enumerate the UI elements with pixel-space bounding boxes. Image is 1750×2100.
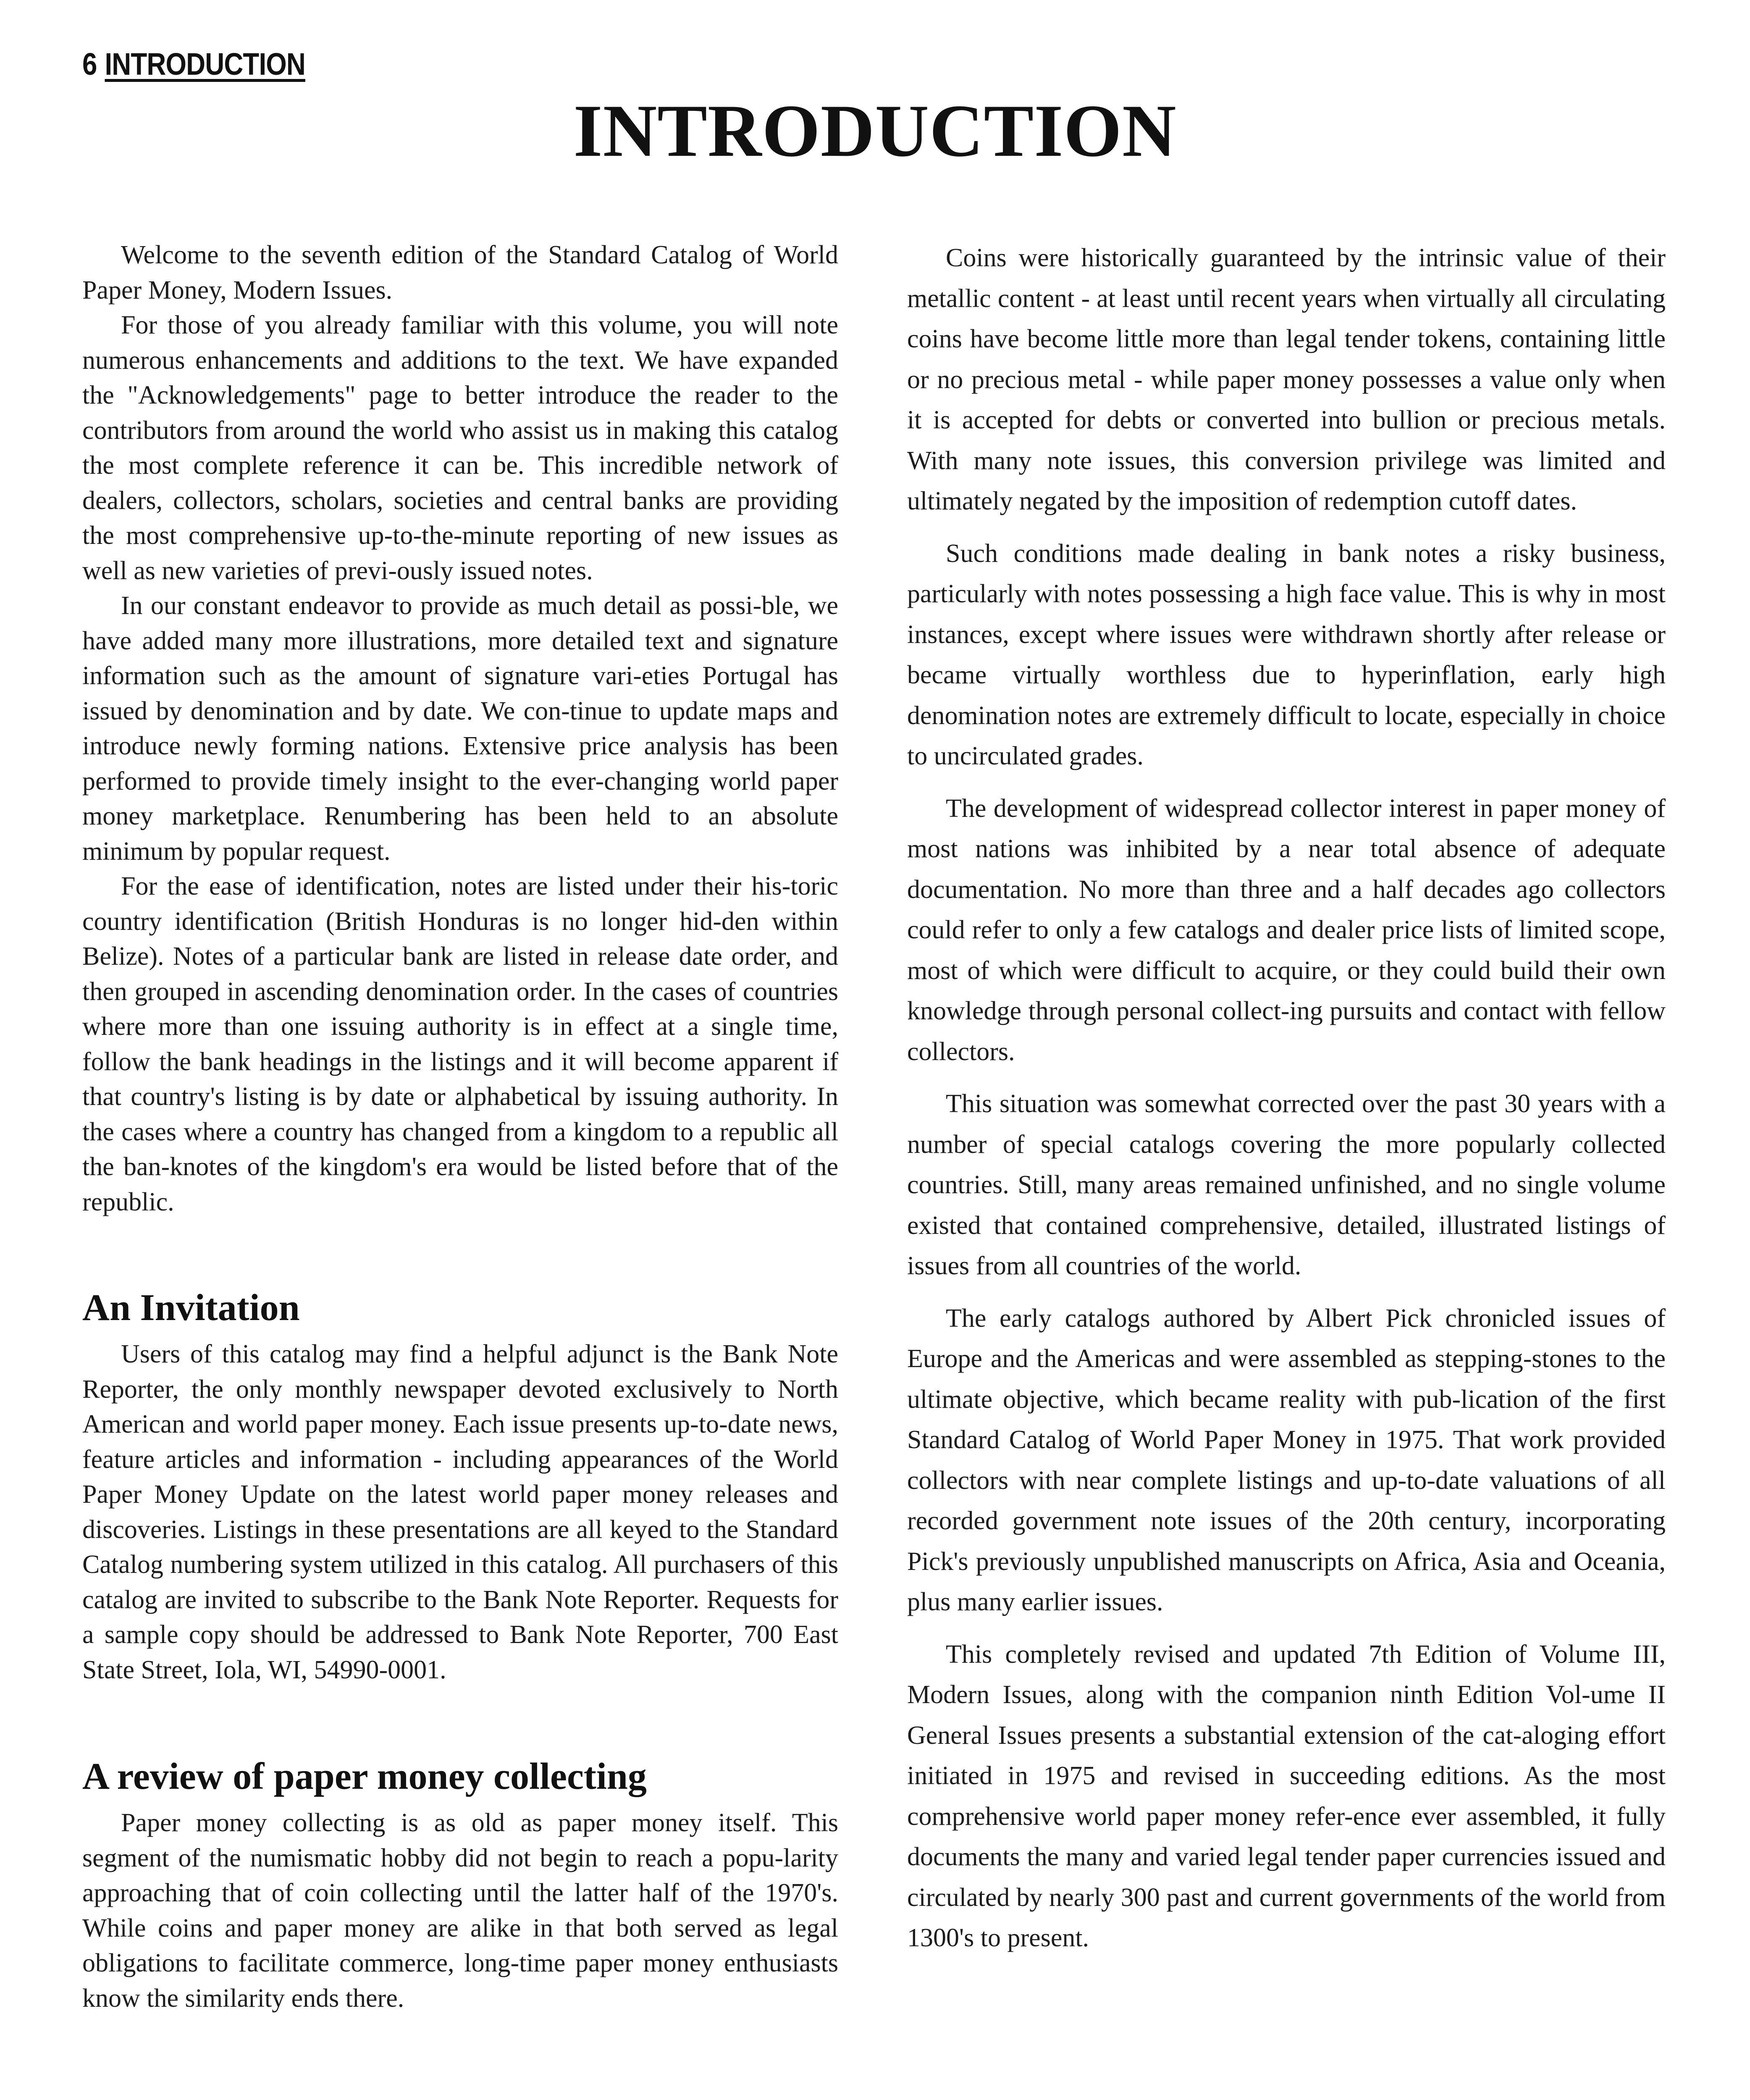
running-title: INTRODUCTION	[105, 47, 306, 81]
right-paragraph-1: Coins were historically guaranteed by the intrinsic value of their metallic content - at least until recent years when virtually all circulating coins have become little more than legal tender tokens, containing little or no precious metal - while paper money possesses a value only when it is accepted for debts or converted into bullion or precious metals. With many note issues, this conversion privilege was limited and ultimately negated by the imposition of redemption cutoff dates.	[907, 244, 1666, 515]
intro-paragraph-4: For the ease of identification, notes are listed under their his-toric country identification (British Honduras is no longer hid-den within Belize). Notes of a particular bank are listed in release date order, and then grouped in ascending denomination order. In the cases of countries where more than one issuing authority is in effect at a single time, follow the bank headings in the listings and it will become apparent if that country's listing is by date or alphabetical by issuing authority. In the cases where a country has changed from a kingdom to a republic all the ban-knotes of the kingdom's era would be listed before that of the republic.	[82, 872, 838, 1216]
intro-paragraph-3: In our constant endeavor to provide as much detail as possi-ble, we have added many more illustrations, more detailed text and signature information such as the amount of signature vari-eties Portugal has issued by denomination and by date. We con-tinue to update maps and introduce newly forming nations. Extensive price analysis has been performed to provide timely insight to the ever-changing world paper money marketplace. Renumbering has been held to an absolute minimum by popular request.	[82, 591, 838, 866]
left-column	[82, 238, 838, 2016]
invitation-paragraph: Users of this catalog may find a helpful adjunct is the Bank Note Reporter, the only monthly newspaper devoted exclusively to North American and world paper money. Each issue presents up-to-date news, feature articles and information - including appearances of the World Paper Money Update on the latest world paper money releases and discoveries. Listings in these presentations are all keyed to the Standard Catalog numbering system utilized in this catalog. All purchasers of this catalog are invited to subscribe to the Bank Note Reporter. Requests for a sample copy should be addressed to Bank Note Reporter, 700 East State Street, Iola, WI, 54990-0001.	[82, 1340, 838, 1684]
review-paragraph: Paper money collecting is as old as paper money itself. This segment of the numismatic hobby did not begin to reach a popu-larity approaching that of coin collecting until the latter half of the 1970's. While coins and paper money are alike in that both served as legal obligations to facilitate commerce, long-time paper money enthusiasts know the similarity ends there.	[82, 1809, 838, 2013]
right-column	[907, 238, 1666, 1970]
intro-paragraph-1: Welcome to the seventh edition of the Standard Catalog of World Paper Money, Modern Issues.	[82, 241, 838, 304]
page-number: 6	[82, 47, 97, 81]
review-heading: A review of paper money collecting	[82, 1756, 647, 1797]
right-paragraph-6: This completely revised and updated 7th Edition of Volume III, Modern Issues, along with the companion ninth Edition Vol-ume II General Issues presents a substantial extension of the cat-aloging effort initiated in 1975 and revised in succeeding editions. As the most comprehensive world paper money refer-ence ever assembled, it fully documents the many and varied legal tender paper currencies issued and circulated by nearly 300 past and current governments of the world from 1300's to present.	[907, 1640, 1666, 1952]
invitation-heading: An Invitation	[82, 1287, 300, 1328]
right-paragraph-3: The development of widespread collector interest in paper money of most nations was inhibited by a near total absence of adequate documentation. No more than three and a half decades ago collectors could refer to only a few catalogs and dealer price lists of limited scope, most of which were difficult to acquire, or they could build their own knowledge through personal collect-ing pursuits and contact with fellow collectors.	[907, 794, 1666, 1066]
page-title: INTRODUCTION	[573, 89, 1177, 172]
running-header	[82, 46, 305, 82]
intro-paragraph-2: For those of you already familiar with this volume, you will note numerous enhancements and additions to the text. We have expanded the "Acknowledgements" page to better introduce the reader to the contributors from around the world who assist us in making this catalog the most complete reference it can be. This incredible network of dealers, collectors, scholars, societies and central banks are providing the most comprehensive up-to-the-minute reporting of new issues as well as new varieties of previ-ously issued notes.	[82, 311, 838, 585]
right-paragraph-5: The early catalogs authored by Albert Pick chronicled issues of Europe and the Americas and were assembled as stepping-stones to the ultimate objective, which became reality with pub-lication of the first Standard Catalog of World Paper Money in 1975. That work provided collectors with near complete listings and up-to-date valuations of all recorded government note issues of the 20th century, incorporating Pick's previously unpublished manuscripts on Africa, Asia and Oceania, plus many earlier issues.	[907, 1304, 1666, 1616]
right-paragraph-2: Such conditions made dealing in bank notes a risky business, particularly with notes possessing a high face value. This is why in most instances, except where issues were withdrawn shortly after release or became virtually worthless due to hyperinflation, early high denomination notes are extremely difficult to locate, especially in choice to uncirculated grades.	[907, 539, 1666, 770]
right-paragraph-4: This situation was somewhat corrected over the past 30 years with a number of special catalogs covering the more popularly collected countries. Still, many areas remained unfinished, and no single volume existed that contained comprehensive, detailed, illustrated listings of issues from all countries of the world.	[907, 1089, 1666, 1280]
